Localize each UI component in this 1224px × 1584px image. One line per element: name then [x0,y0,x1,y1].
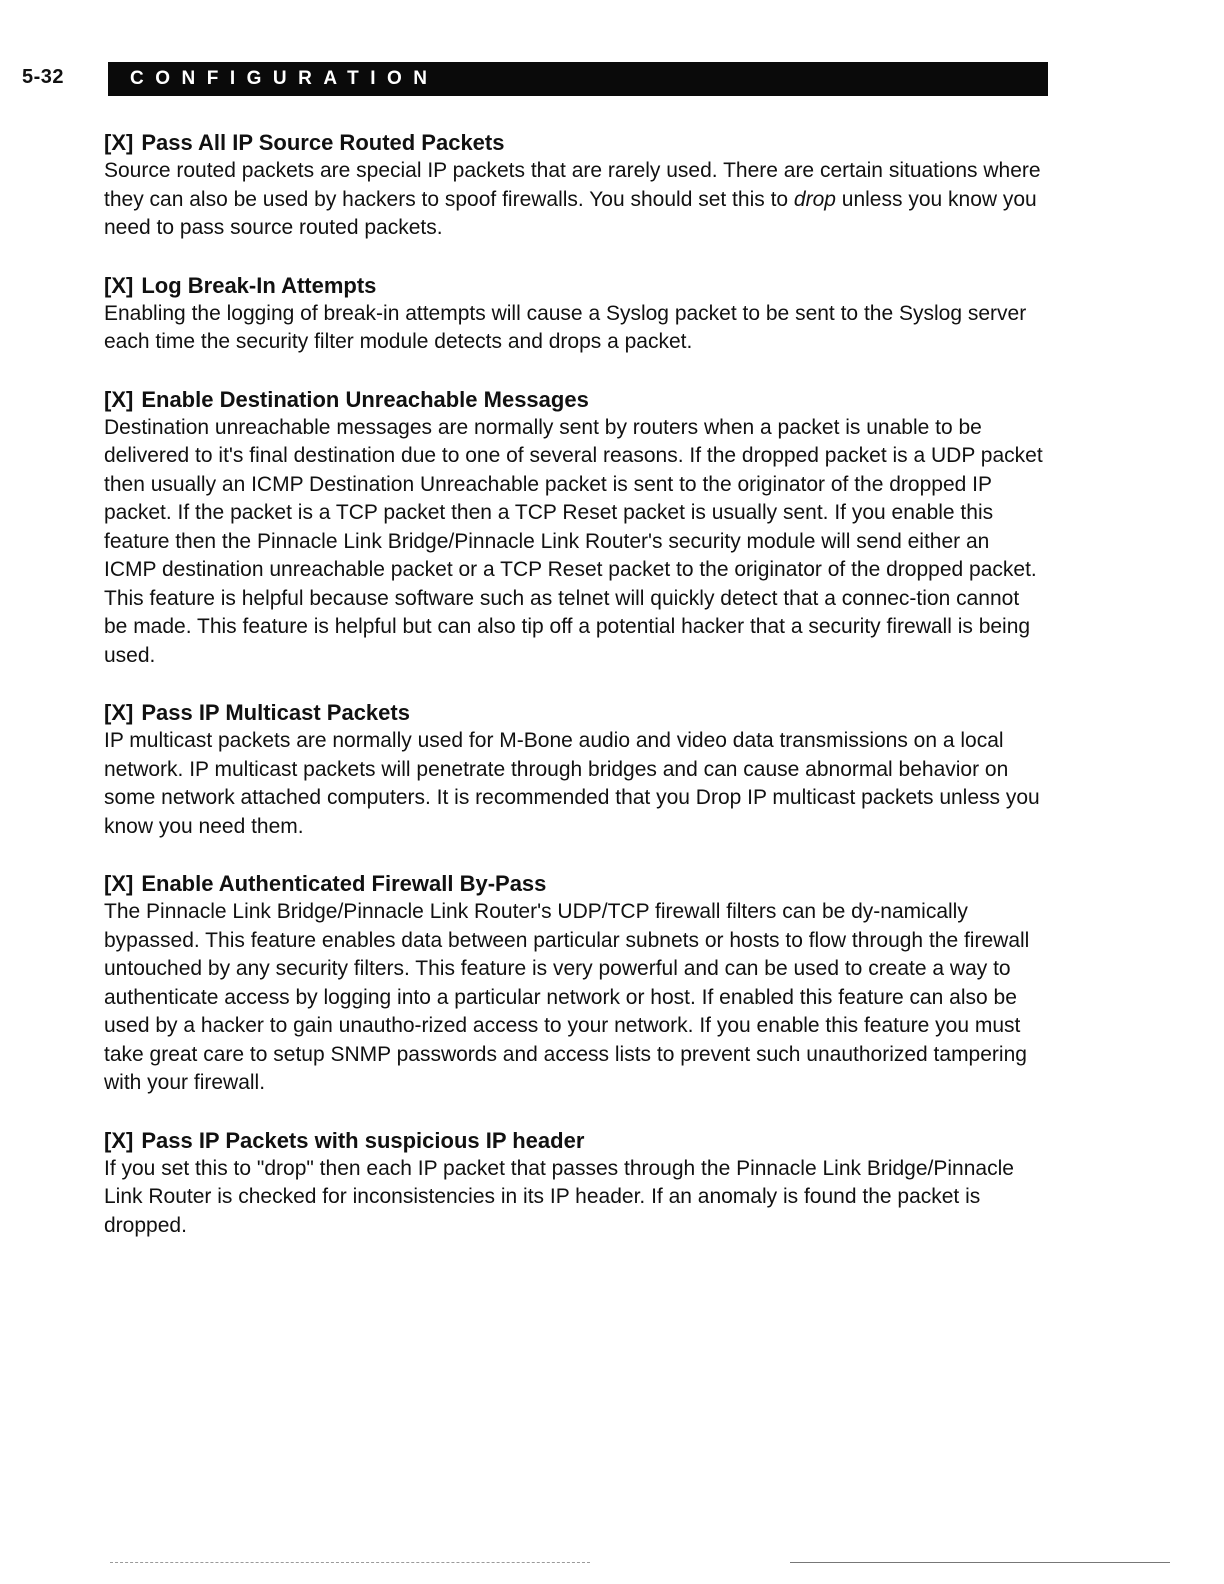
setting-title: Pass All IP Source Routed Packets [141,130,505,155]
setting-heading [104,869,1044,898]
setting-suspicious-ip-header [104,1126,1044,1241]
setting-heading [104,271,1044,300]
checkbox-mark: [X] [104,700,134,725]
checkbox-mark: [X] [104,1127,134,1153]
setting-title: Pass IP Multicast Packets [141,700,410,725]
checkbox-mark: [X] [104,386,134,412]
description-text: Source routed packets are special IP packets that are rarely used. There are certain situations where they can also be used by hackers to spoof firewalls. You should set this to [104,159,1041,211]
setting-description: The Pinnacle Link Bridge/Pinnacle Link Router's UDP/TCP firewall filters can be dy-namically bypassed. This feature enables data between particular subnets or hosts to flow through the firewall untouched by any security filters. This feature is very powerful and can be used to create a way to authenticate access by logging into a particular network or host. If enabled this feature can also be used by a hacker to gain unautho-rized access to your network. If you enable this feature you must take great care to setup SNMP passwords and access lists to prevent such unauthorized tampering with your firewall. [104,900,1030,1094]
description-text: unless you know you need to pass source routed packets. [104,187,1037,239]
setting-description: IP multicast packets are normally used for M-Bone audio and video data transmissions on a local network. IP multicast packets will penetrate through bridges and can cause abnormal behavior on some network attached computers. It is recommended that you Drop IP multicast packets unless you know you need them. [104,729,1040,838]
setting-description [104,157,1044,243]
setting-log-break-in [104,271,1044,357]
setting-heading [104,698,1044,727]
section-header-bar [108,62,1048,96]
setting-source-routed-packets [104,128,1044,243]
setting-destination-unreachable [104,385,1044,671]
setting-firewall-bypass [104,869,1044,1098]
setting-heading [104,1126,1044,1155]
setting-title: Enable Authenticated Firewall By-Pass [141,871,547,896]
setting-description: Enabling the logging of break-in attempts will cause a Syslog packet to be sent to the Syslog server each time the security filter module detects and drops a packet. [104,301,1027,353]
checkbox-mark: [X] [104,130,134,155]
footer-scan-line [790,1562,1170,1563]
footer-scan-line [110,1562,590,1563]
section-title: CONFIGURATION [130,68,439,89]
checkbox-mark: [X] [104,871,134,896]
setting-title: Enable Destination Unreachable Messages [141,386,589,412]
setting-description: Destination unreachable messages are normally sent by routers when a packet is unable to be delivered to it's final destination due to one of several reasons. If the dropped packet is a UDP packet then usually an ICMP Destination Unreachable packet is sent to the originator of the dropped IP packet. If the packet is a TCP packet then a TCP Reset packet is usually sent. If you enable this feature then the Pinnacle Link Bridge/Pinnacle Link Router's security module will send either an ICMP destination unreachable packet or a TCP Reset packet to the originator of the dropped packet. This feature is helpful because software such as telnet will quickly detect that a connec-tion cannot be made. This feature is helpful but can also tip off a potential hacker that a security firewall is being used. [104,415,1043,667]
setting-heading [104,385,1044,414]
page-number: 5-32 [22,66,65,88]
emphasized-term: drop [793,187,836,211]
checkbox-mark: [X] [104,272,134,298]
settings-list [104,128,1044,1268]
setting-heading [104,128,1044,157]
setting-description: If you set this to "drop" then each IP packet that passes through the Pinnacle Link Bridge/Pinnacle Link Router is checked for inconsistencies in its IP header. If an anomaly is found the packet is dropped. [104,1156,1014,1237]
setting-title: Log Break-In Attempts [141,272,377,298]
setting-title: Pass IP Packets with suspicious IP header [141,1127,585,1153]
setting-ip-multicast [104,698,1044,841]
